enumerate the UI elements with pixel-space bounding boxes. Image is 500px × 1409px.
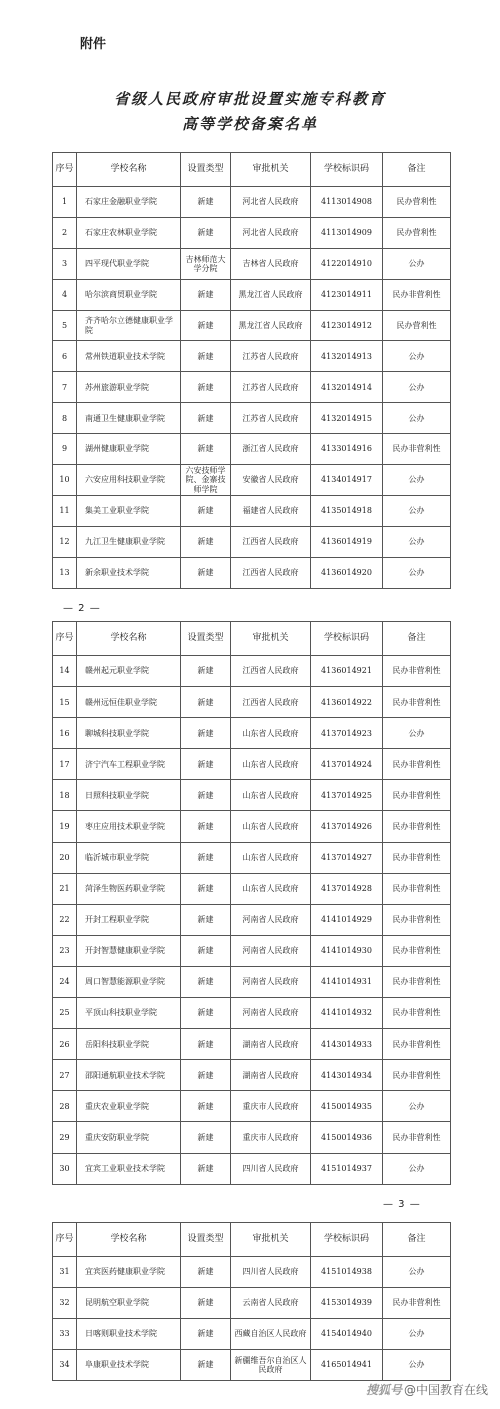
- table-row: [53, 1122, 451, 1153]
- cell-school-name: 邵阳通航职业技术学院: [77, 1060, 181, 1091]
- cell-setup-type: 新建: [181, 187, 231, 218]
- cell-remark: 民办非营利性: [383, 1122, 451, 1153]
- cell-school-name: 周口智慧能源职业学院: [77, 966, 181, 997]
- cell-school-code: 4154014940: [311, 1319, 383, 1350]
- cell-seq: 27: [53, 1060, 77, 1091]
- cell-authority: 江西省人民政府: [231, 526, 311, 557]
- cell-setup-type: 新建: [181, 217, 231, 248]
- cell-seq: 15: [53, 687, 77, 718]
- school-list-table-part-3: [52, 1222, 451, 1381]
- cell-setup-type: 新建: [181, 656, 231, 687]
- header-authority: 审批机关: [231, 153, 311, 187]
- cell-school-name: 重庆农业职业学院: [77, 1091, 181, 1122]
- cell-school-code: 4150014936: [311, 1122, 383, 1153]
- table-row: [53, 557, 451, 588]
- cell-remark: 民办非营利性: [383, 966, 451, 997]
- table-row: [53, 998, 451, 1029]
- cell-setup-type: 吉林师范大学分院: [181, 248, 231, 279]
- cell-remark: 民办非营利性: [383, 656, 451, 687]
- cell-authority: 山东省人民政府: [231, 873, 311, 904]
- cell-authority: 黑龙江省人民政府: [231, 310, 311, 341]
- cell-authority: 山东省人民政府: [231, 780, 311, 811]
- cell-school-name: 枣庄应用技术职业学院: [77, 811, 181, 842]
- cell-school-code: 4136014922: [311, 687, 383, 718]
- cell-authority: 山东省人民政府: [231, 842, 311, 873]
- table-header-row: [53, 622, 451, 656]
- header-school-code: 学校标识码: [311, 622, 383, 656]
- header-school-code: 学校标识码: [311, 1223, 383, 1257]
- cell-school-code: 4165014941: [311, 1350, 383, 1381]
- cell-remark: 公办: [383, 557, 451, 588]
- cell-seq: 1: [53, 187, 77, 218]
- cell-school-name: 宜宾工业职业技术学院: [77, 1153, 181, 1184]
- cell-school-code: 4153014939: [311, 1288, 383, 1319]
- cell-seq: 24: [53, 966, 77, 997]
- cell-setup-type: 新建: [181, 341, 231, 372]
- header-setup-type: 设置类型: [181, 153, 231, 187]
- table-row: [53, 1153, 451, 1184]
- cell-school-name: 石家庄农林职业学院: [77, 217, 181, 248]
- cell-authority: 江苏省人民政府: [231, 403, 311, 434]
- cell-school-code: 4137014923: [311, 718, 383, 749]
- cell-school-name: 南通卫生健康职业学院: [77, 403, 181, 434]
- cell-setup-type: 六安技师学院、金寨技师学院: [181, 465, 231, 496]
- cell-authority: 江苏省人民政府: [231, 372, 311, 403]
- cell-authority: 河南省人民政府: [231, 904, 311, 935]
- cell-seq: 2: [53, 217, 77, 248]
- cell-setup-type: 新建: [181, 1319, 231, 1350]
- cell-authority: 江西省人民政府: [231, 656, 311, 687]
- cell-setup-type: 新建: [181, 279, 231, 310]
- cell-authority: 四川省人民政府: [231, 1153, 311, 1184]
- cell-authority: 山东省人民政府: [231, 811, 311, 842]
- cell-authority: 安徽省人民政府: [231, 465, 311, 496]
- table-row: [53, 1257, 451, 1288]
- document-title-line-2: 高等学校备案名单: [181, 115, 318, 133]
- cell-school-name: 济宁汽车工程职业学院: [77, 749, 181, 780]
- header-seq: 序号: [53, 622, 77, 656]
- header-setup-type: 设置类型: [181, 1223, 231, 1257]
- cell-school-code: 4136014921: [311, 656, 383, 687]
- cell-seq: 29: [53, 1122, 77, 1153]
- cell-seq: 16: [53, 718, 77, 749]
- cell-setup-type: 新建: [181, 998, 231, 1029]
- table-row: [53, 1350, 451, 1381]
- cell-setup-type: 新建: [181, 372, 231, 403]
- cell-school-code: 4134014917: [311, 465, 383, 496]
- page-number-3: — 3 —: [383, 1199, 421, 1210]
- cell-remark: 民办营利性: [383, 217, 451, 248]
- cell-authority: 云南省人民政府: [231, 1288, 311, 1319]
- cell-remark: 民办非营利性: [383, 842, 451, 873]
- cell-seq: 11: [53, 495, 77, 526]
- cell-setup-type: 新建: [181, 904, 231, 935]
- cell-remark: 民办非营利性: [383, 873, 451, 904]
- cell-remark: 公办: [383, 1153, 451, 1184]
- cell-seq: 25: [53, 998, 77, 1029]
- cell-school-code: 4132014913: [311, 341, 383, 372]
- cell-school-name: 菏泽生物医药职业学院: [77, 873, 181, 904]
- cell-seq: 26: [53, 1029, 77, 1060]
- header-school-name: 学校名称: [77, 1223, 181, 1257]
- cell-setup-type: 新建: [181, 310, 231, 341]
- header-school-name: 学校名称: [77, 622, 181, 656]
- cell-seq: 4: [53, 279, 77, 310]
- table-row: [53, 873, 451, 904]
- cell-school-code: 4143014934: [311, 1060, 383, 1091]
- cell-setup-type: 新建: [181, 434, 231, 465]
- cell-seq: 19: [53, 811, 77, 842]
- header-seq: 序号: [53, 1223, 77, 1257]
- cell-school-name: 开封工程职业学院: [77, 904, 181, 935]
- cell-setup-type: 新建: [181, 1091, 231, 1122]
- school-list-table-part-2: [52, 621, 451, 1185]
- cell-authority: 河南省人民政府: [231, 966, 311, 997]
- cell-seq: 8: [53, 403, 77, 434]
- cell-remark: 民办非营利性: [383, 780, 451, 811]
- cell-seq: 32: [53, 1288, 77, 1319]
- header-seq: 序号: [53, 153, 77, 187]
- table-row: [53, 372, 451, 403]
- cell-remark: 民办非营利性: [383, 749, 451, 780]
- table-header-row: [53, 153, 451, 187]
- cell-remark: 公办: [383, 526, 451, 557]
- cell-authority: 山东省人民政府: [231, 718, 311, 749]
- cell-seq: 20: [53, 842, 77, 873]
- cell-seq: 6: [53, 341, 77, 372]
- cell-school-name: 昆明航空职业学院: [77, 1288, 181, 1319]
- watermark-text: @中国教育在线: [403, 1383, 488, 1397]
- cell-remark: 公办: [383, 341, 451, 372]
- cell-setup-type: 新建: [181, 749, 231, 780]
- cell-seq: 33: [53, 1319, 77, 1350]
- cell-remark: 民办非营利性: [383, 1060, 451, 1091]
- cell-remark: 公办: [383, 403, 451, 434]
- cell-authority: 吉林省人民政府: [231, 248, 311, 279]
- cell-authority: 福建省人民政府: [231, 495, 311, 526]
- cell-authority: 河北省人民政府: [231, 217, 311, 248]
- table-row: [53, 217, 451, 248]
- cell-school-code: 4137014924: [311, 749, 383, 780]
- cell-school-name: 湖州健康职业学院: [77, 434, 181, 465]
- cell-school-code: 4137014926: [311, 811, 383, 842]
- cell-remark: 民办非营利性: [383, 1029, 451, 1060]
- school-list-table-part-1: [52, 152, 451, 589]
- cell-authority: 江西省人民政府: [231, 687, 311, 718]
- table-row: [53, 966, 451, 997]
- cell-seq: 21: [53, 873, 77, 904]
- header-setup-type: 设置类型: [181, 622, 231, 656]
- table-row: [53, 656, 451, 687]
- cell-remark: 公办: [383, 1350, 451, 1381]
- table-row: [53, 1091, 451, 1122]
- cell-remark: 民办非营利性: [383, 904, 451, 935]
- cell-school-name: 临沂城市职业学院: [77, 842, 181, 873]
- table-row: [53, 749, 451, 780]
- cell-school-code: 4113014908: [311, 187, 383, 218]
- cell-remark: 民办非营利性: [383, 998, 451, 1029]
- cell-school-name: 四平现代职业学院: [77, 248, 181, 279]
- cell-remark: 公办: [383, 465, 451, 496]
- cell-seq: 34: [53, 1350, 77, 1381]
- cell-seq: 10: [53, 465, 77, 496]
- cell-remark: 公办: [383, 248, 451, 279]
- cell-seq: 23: [53, 935, 77, 966]
- cell-seq: 30: [53, 1153, 77, 1184]
- cell-school-name: 重庆安防职业学院: [77, 1122, 181, 1153]
- cell-setup-type: 新建: [181, 1029, 231, 1060]
- cell-seq: 5: [53, 310, 77, 341]
- table-row: [53, 687, 451, 718]
- cell-authority: 山东省人民政府: [231, 749, 311, 780]
- table-row: [53, 248, 451, 279]
- cell-seq: 18: [53, 780, 77, 811]
- cell-school-name: 九江卫生健康职业学院: [77, 526, 181, 557]
- attachment-label: 附件: [80, 37, 107, 52]
- cell-setup-type: 新建: [181, 811, 231, 842]
- cell-setup-type: 新建: [181, 1060, 231, 1091]
- cell-setup-type: 新建: [181, 966, 231, 997]
- header-remark: 备注: [383, 622, 451, 656]
- table-row: [53, 1060, 451, 1091]
- table-row: [53, 279, 451, 310]
- cell-setup-type: 新建: [181, 935, 231, 966]
- cell-school-name: 新余职业技术学院: [77, 557, 181, 588]
- cell-authority: 河北省人民政府: [231, 187, 311, 218]
- cell-setup-type: 新建: [181, 495, 231, 526]
- cell-setup-type: 新建: [181, 1153, 231, 1184]
- table-row: [53, 718, 451, 749]
- cell-setup-type: 新建: [181, 842, 231, 873]
- cell-school-name: 苏州旅游职业学院: [77, 372, 181, 403]
- table-row: [53, 403, 451, 434]
- cell-setup-type: 新建: [181, 1122, 231, 1153]
- table-row: [53, 1288, 451, 1319]
- cell-authority: 湖南省人民政府: [231, 1060, 311, 1091]
- cell-remark: 公办: [383, 1319, 451, 1350]
- cell-remark: 公办: [383, 1091, 451, 1122]
- cell-setup-type: 新建: [181, 873, 231, 904]
- sohu-logo: 搜狐号: [365, 1383, 402, 1397]
- cell-school-name: 赣州远恒佳职业学院: [77, 687, 181, 718]
- cell-seq: 28: [53, 1091, 77, 1122]
- cell-seq: 13: [53, 557, 77, 588]
- header-school-name: 学校名称: [77, 153, 181, 187]
- cell-setup-type: 新建: [181, 403, 231, 434]
- cell-school-name: 日照科技职业学院: [77, 780, 181, 811]
- cell-school-code: 4137014928: [311, 873, 383, 904]
- cell-authority: 黑龙江省人民政府: [231, 279, 311, 310]
- cell-setup-type: 新建: [181, 1350, 231, 1381]
- cell-school-name: 岳阳科技职业学院: [77, 1029, 181, 1060]
- cell-school-code: 4123014911: [311, 279, 383, 310]
- cell-authority: 江苏省人民政府: [231, 341, 311, 372]
- cell-remark: 民办非营利性: [383, 434, 451, 465]
- table-row: [53, 341, 451, 372]
- cell-school-name: 日喀则职业技术学院: [77, 1319, 181, 1350]
- watermark: [366, 1381, 488, 1398]
- cell-authority: 河南省人民政府: [231, 998, 311, 1029]
- page-number-2: — 2 —: [63, 603, 101, 614]
- cell-setup-type: 新建: [181, 1257, 231, 1288]
- cell-school-name: 宜宾医药健康职业学院: [77, 1257, 181, 1288]
- table-header-row: [53, 1223, 451, 1257]
- table-row: [53, 780, 451, 811]
- cell-remark: 民办非营利性: [383, 279, 451, 310]
- cell-school-name: 哈尔滨商贸职业学院: [77, 279, 181, 310]
- cell-seq: 3: [53, 248, 77, 279]
- cell-setup-type: 新建: [181, 1288, 231, 1319]
- header-remark: 备注: [383, 1223, 451, 1257]
- cell-setup-type: 新建: [181, 687, 231, 718]
- cell-school-name: 开封智慧健康职业学院: [77, 935, 181, 966]
- cell-remark: 公办: [383, 718, 451, 749]
- table-row: [53, 811, 451, 842]
- cell-school-code: 4143014933: [311, 1029, 383, 1060]
- cell-remark: 民办营利性: [383, 187, 451, 218]
- cell-school-code: 4141014932: [311, 998, 383, 1029]
- header-authority: 审批机关: [231, 622, 311, 656]
- cell-remark: 民办非营利性: [383, 935, 451, 966]
- cell-school-code: 4132014914: [311, 372, 383, 403]
- cell-school-name: 集美工业职业学院: [77, 495, 181, 526]
- cell-school-name: 聊城科技职业学院: [77, 718, 181, 749]
- cell-school-code: 4137014925: [311, 780, 383, 811]
- cell-school-code: 4151014937: [311, 1153, 383, 1184]
- cell-authority: 重庆市人民政府: [231, 1122, 311, 1153]
- cell-remark: 民办非营利性: [383, 811, 451, 842]
- cell-school-code: 4141014929: [311, 904, 383, 935]
- cell-school-code: 4123014912: [311, 310, 383, 341]
- cell-school-code: 4133014916: [311, 434, 383, 465]
- cell-authority: 西藏自治区人民政府: [231, 1319, 311, 1350]
- cell-setup-type: 新建: [181, 718, 231, 749]
- header-school-code: 学校标识码: [311, 153, 383, 187]
- cell-seq: 31: [53, 1257, 77, 1288]
- header-authority: 审批机关: [231, 1223, 311, 1257]
- table-row: [53, 526, 451, 557]
- table-row: [53, 465, 451, 496]
- cell-school-code: 4136014919: [311, 526, 383, 557]
- cell-school-code: 4150014935: [311, 1091, 383, 1122]
- cell-setup-type: 新建: [181, 557, 231, 588]
- cell-authority: 新疆维吾尔自治区人民政府: [231, 1350, 311, 1381]
- document-title-line-1: 省级人民政府审批设置实施专科教育: [113, 90, 386, 108]
- cell-authority: 河南省人民政府: [231, 935, 311, 966]
- cell-remark: 民办非营利性: [383, 687, 451, 718]
- cell-school-name: 石家庄金融职业学院: [77, 187, 181, 218]
- cell-remark: 公办: [383, 1257, 451, 1288]
- cell-school-name: 六安应用科技职业学院: [77, 465, 181, 496]
- cell-setup-type: 新建: [181, 526, 231, 557]
- table-row: [53, 187, 451, 218]
- cell-authority: 湖南省人民政府: [231, 1029, 311, 1060]
- cell-remark: 民办营利性: [383, 310, 451, 341]
- cell-seq: 14: [53, 656, 77, 687]
- cell-setup-type: 新建: [181, 780, 231, 811]
- cell-remark: 民办非营利性: [383, 1288, 451, 1319]
- cell-school-code: 4151014938: [311, 1257, 383, 1288]
- cell-remark: 公办: [383, 495, 451, 526]
- cell-authority: 江西省人民政府: [231, 557, 311, 588]
- cell-school-name: 阜康职业技术学院: [77, 1350, 181, 1381]
- table-row: [53, 310, 451, 341]
- cell-school-name: 常州铁道职业技术学院: [77, 341, 181, 372]
- cell-school-code: 4141014931: [311, 966, 383, 997]
- cell-school-code: 4136014920: [311, 557, 383, 588]
- table-row: [53, 904, 451, 935]
- table-row: [53, 1029, 451, 1060]
- cell-seq: 12: [53, 526, 77, 557]
- table-row: [53, 935, 451, 966]
- cell-school-code: 4122014910: [311, 248, 383, 279]
- cell-authority: 浙江省人民政府: [231, 434, 311, 465]
- cell-school-code: 4137014927: [311, 842, 383, 873]
- table-row: [53, 1319, 451, 1350]
- table-row: [53, 495, 451, 526]
- cell-school-code: 4132014915: [311, 403, 383, 434]
- cell-seq: 7: [53, 372, 77, 403]
- cell-authority: 四川省人民政府: [231, 1257, 311, 1288]
- cell-seq: 9: [53, 434, 77, 465]
- cell-school-code: 4141014930: [311, 935, 383, 966]
- cell-seq: 17: [53, 749, 77, 780]
- cell-school-name: 平顶山科技职业学院: [77, 998, 181, 1029]
- table-row: [53, 434, 451, 465]
- cell-school-name: 赣州起元职业学院: [77, 656, 181, 687]
- header-remark: 备注: [383, 153, 451, 187]
- table-row: [53, 842, 451, 873]
- cell-school-code: 4135014918: [311, 495, 383, 526]
- cell-seq: 22: [53, 904, 77, 935]
- cell-school-name: 齐齐哈尔立德健康职业学院: [77, 310, 181, 341]
- cell-remark: 公办: [383, 372, 451, 403]
- cell-school-code: 4113014909: [311, 217, 383, 248]
- cell-authority: 重庆市人民政府: [231, 1091, 311, 1122]
